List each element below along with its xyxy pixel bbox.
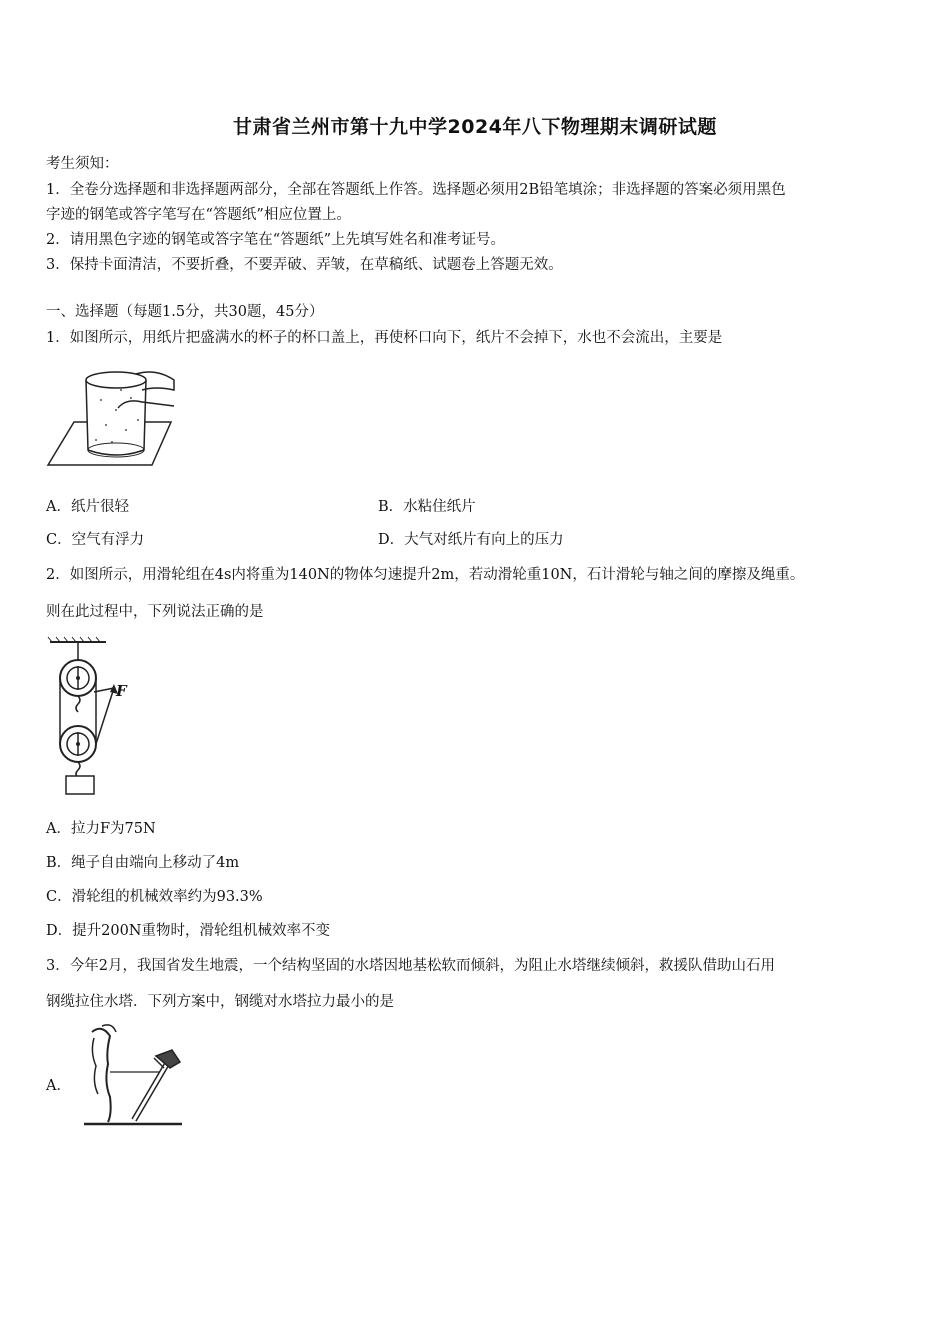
q2-stem-line1: 2．如图所示，用滑轮组在4s内将重为140N的物体匀速提升2m，若动滑轮重10N，石计滑轮与轴之间的摩擦及绳重。 <box>46 567 805 583</box>
force-label: F <box>116 682 127 700</box>
q3-stem-line1: 3．今年2月，我国省发生地震，一个结构坚固的水塔因地基松软而倾斜，为阻止水塔继续倾斜，救援队借助山石用 <box>46 958 775 974</box>
notice-item-1: 1．全卷分选择题和非选择题两部分，全部在答题纸上作答。选择题必须用2B铅笔填涂；非选择题的答案必须用黑色 <box>46 182 786 198</box>
q2-option-c: C．滑轮组的机械效率约为93.3% <box>46 889 263 905</box>
q2-option-a: A．拉力F为75N <box>46 821 156 837</box>
notice-item-2: 2．请用黑色字迹的钢笔或答字笔在“答题纸”上先填写姓名和准考证号。 <box>46 232 506 248</box>
q3-stem-line2: 钢缆拉住水塔．下列方案中，钢缆对水塔拉力最小的是 <box>46 994 394 1010</box>
q2-stem-line2: 则在此过程中，下列说法正确的是 <box>46 604 264 620</box>
notice-item-3: 3．保持卡面清洁，不要折叠，不要弄破、弄皱，在草稿纸、试题卷上答题无效。 <box>46 257 563 273</box>
pulley-figure <box>44 636 144 798</box>
q1-option-b: B．水粘住纸片 <box>378 499 476 515</box>
q1-option-a: A．纸片很轻 <box>46 499 129 515</box>
water-tower-figure <box>82 1022 192 1130</box>
q2-option-b: B．绳子自由端向上移动了4m <box>46 855 240 871</box>
q3-option-a-label: A． <box>46 1078 71 1094</box>
notice-heading: 考生须知： <box>46 156 119 172</box>
q1-option-c: C．空气有浮力 <box>46 532 145 548</box>
q1-stem: 1．如图所示，用纸片把盛满水的杯子的杯口盖上，再使杯口向下，纸片不会掉下，水也不会流出，主要是 <box>46 330 723 346</box>
section-heading: 一、选择题（每题1.5分，共30题，45分） <box>46 304 324 320</box>
q1-option-d: D．大气对纸片有向上的压力 <box>378 532 564 548</box>
page-title: 甘肃省兰州市第十九中学2024年八下物理期末调研试题 <box>233 116 717 138</box>
cup-paper-figure <box>46 360 176 470</box>
q2-option-d: D．提升200N重物时，滑轮组机械效率不变 <box>46 923 330 939</box>
notice-item-1-cont: 字迹的钢笔或答字笔写在“答题纸”相应位置上。 <box>46 207 351 223</box>
